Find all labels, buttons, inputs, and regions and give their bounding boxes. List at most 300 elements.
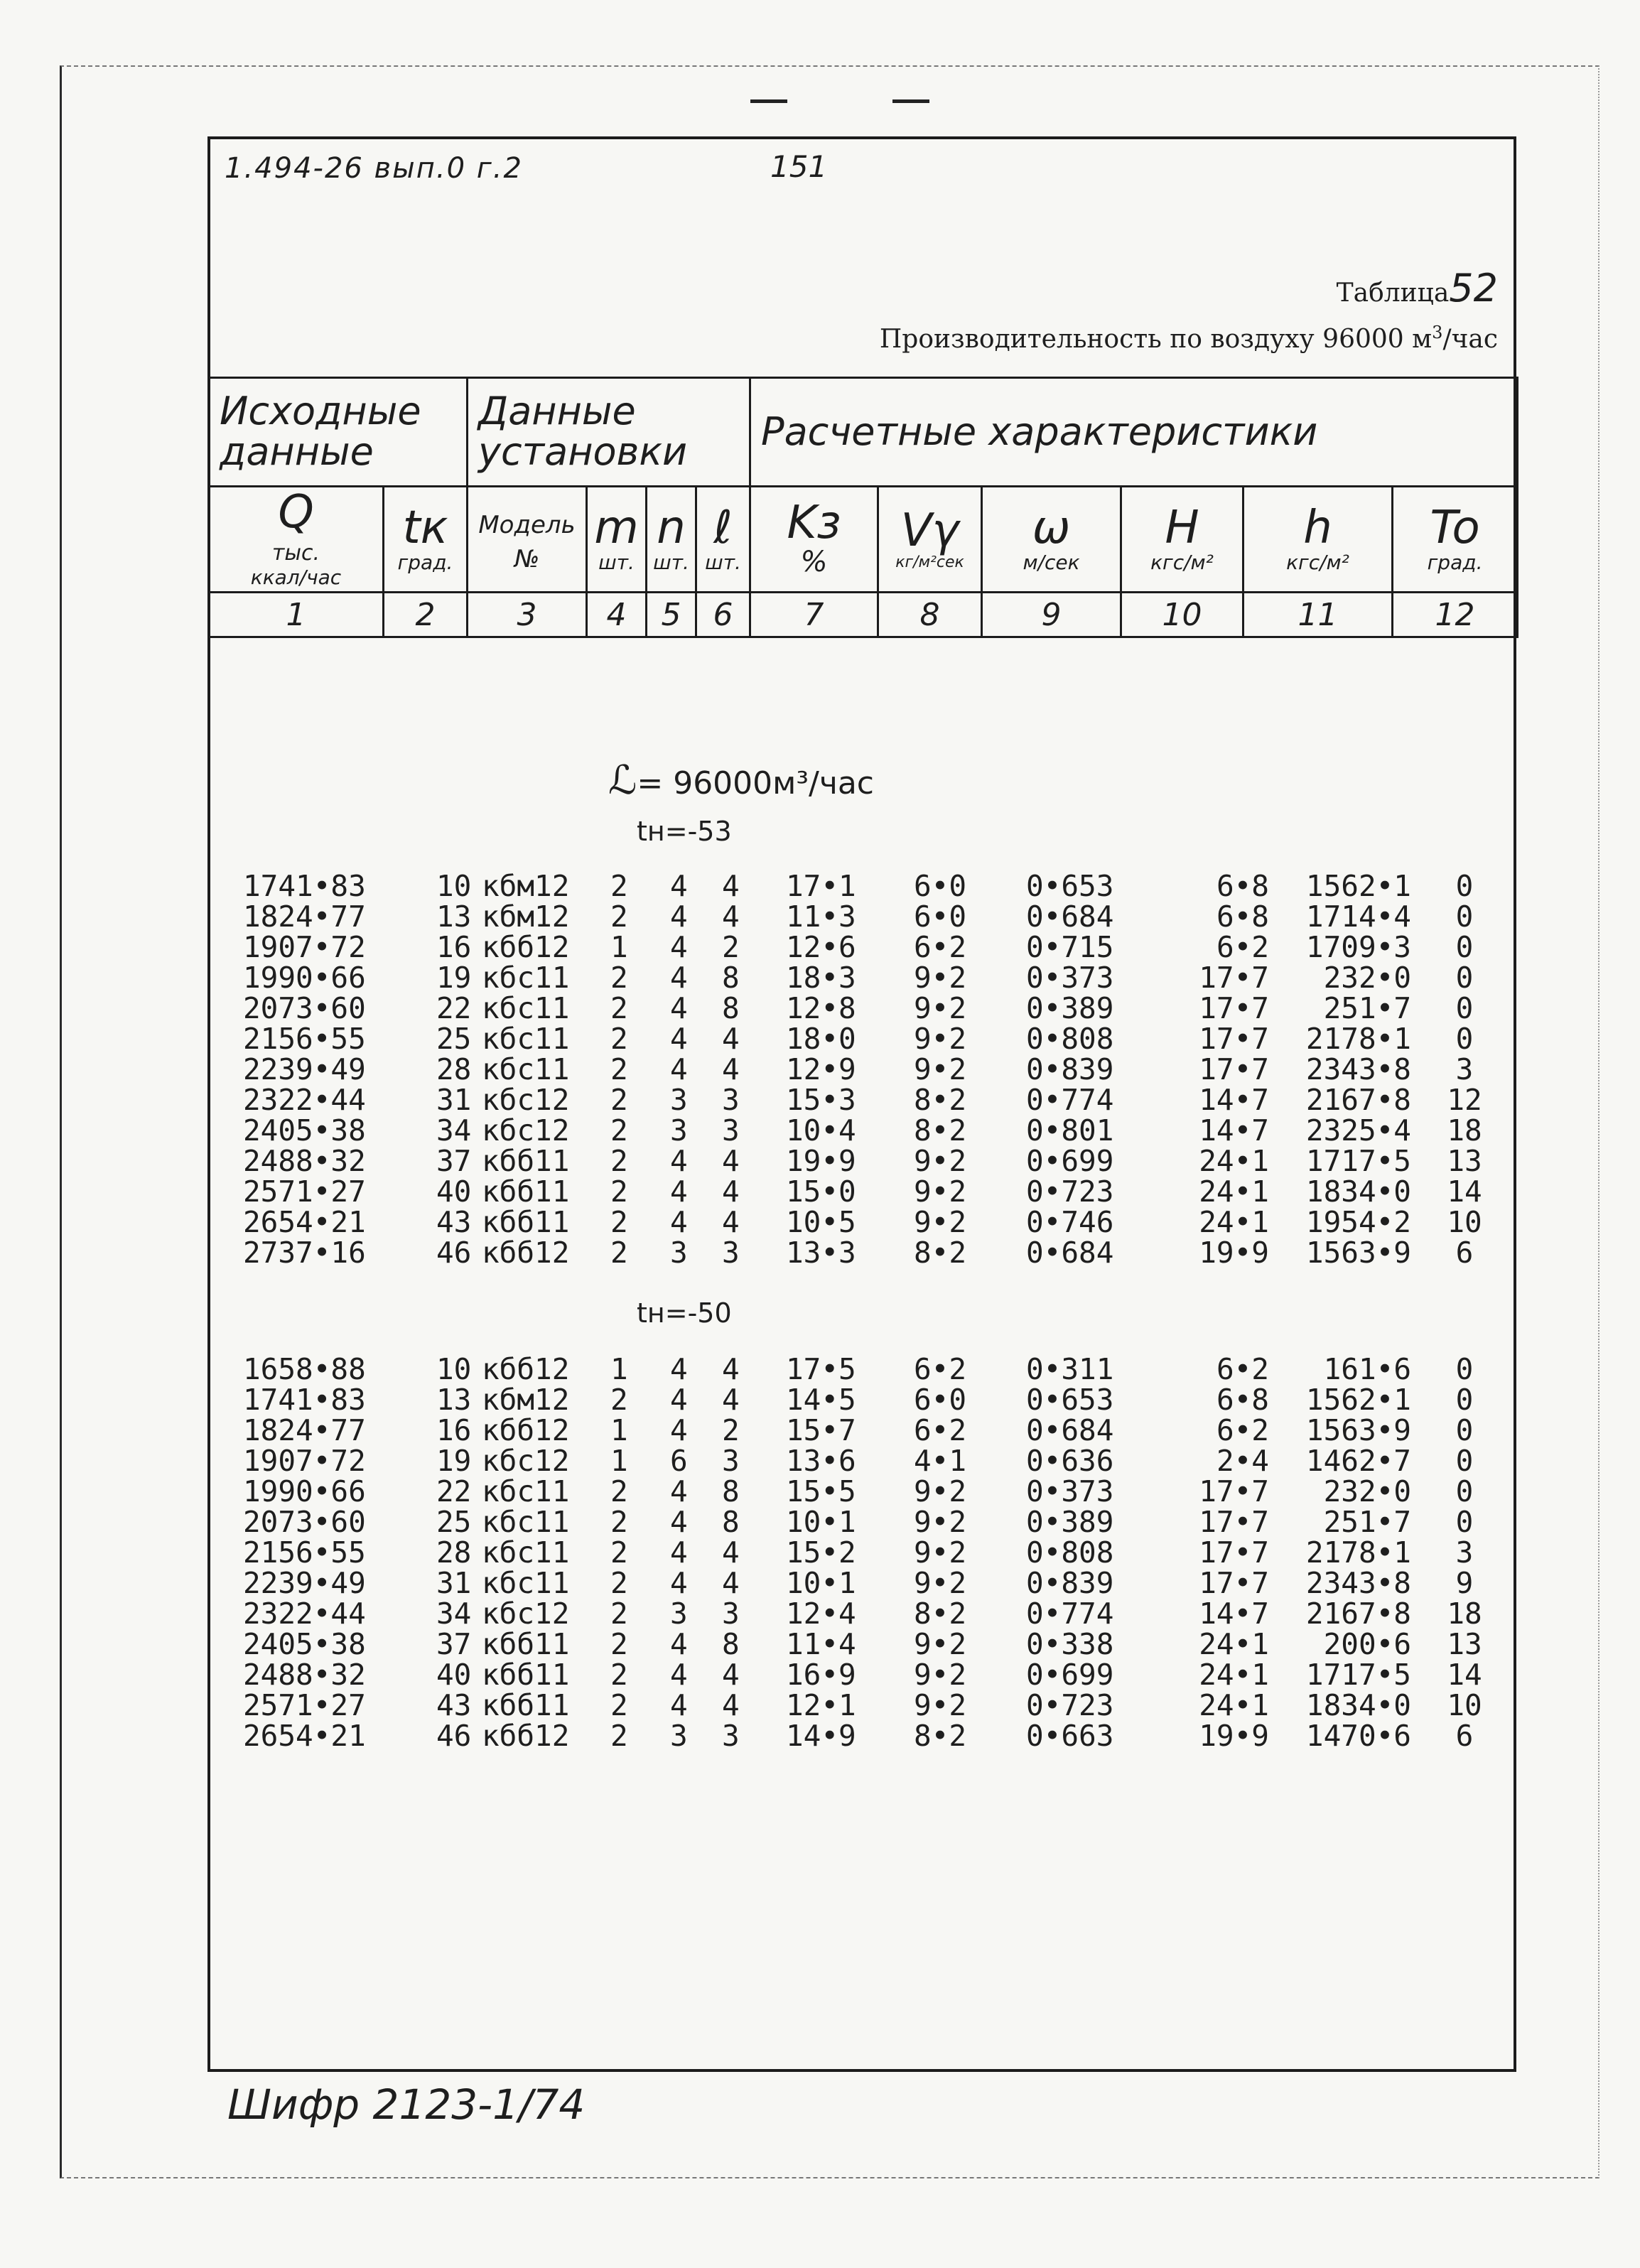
table-cell: 0•808 — [1026, 1022, 1114, 1056]
table-cell: 1907•72 — [243, 930, 366, 964]
table-cell: 2156•55 — [243, 1535, 366, 1570]
table-cell: 200•6 — [1323, 1627, 1411, 1661]
col-number: 4 — [587, 593, 647, 637]
col-header: Vγ кг/м²сек — [878, 487, 982, 593]
table-cell: 1562•1 — [1305, 869, 1411, 903]
table-cell: 11•4 — [786, 1627, 856, 1661]
table-cell: 1741•83 — [243, 869, 366, 903]
table-cell: 19•9 — [1199, 1236, 1269, 1270]
table-cell: 1834•0 — [1305, 1174, 1411, 1209]
table-cell: 2•4 — [1216, 1444, 1269, 1478]
table-cell: 12•6 — [786, 930, 856, 964]
table-frame — [207, 136, 1516, 2072]
table-cell: 22 — [436, 991, 472, 1025]
table-cell: 4 — [670, 1535, 688, 1570]
table-cell: 24•1 — [1199, 1627, 1269, 1661]
table-cell: 13 — [1447, 1627, 1482, 1661]
table-cell: 0•723 — [1026, 1174, 1114, 1209]
table-cell: 6•2 — [1216, 1413, 1269, 1447]
table-cell: 6•2 — [1216, 1352, 1269, 1386]
table-cell: 0•723 — [1026, 1688, 1114, 1722]
table-cell: 14•7 — [1199, 1113, 1269, 1148]
col-header: Модель № — [468, 487, 587, 593]
table-cell: 43 — [436, 1205, 472, 1239]
table-cell: 0 — [1455, 869, 1474, 903]
table-cell: 3 — [1455, 1052, 1474, 1086]
table-cell: 19 — [436, 961, 472, 995]
table-cell: 31 — [436, 1083, 472, 1117]
table-cell: 2239•49 — [243, 1566, 366, 1600]
table-cell: 2488•32 — [243, 1144, 366, 1178]
table-cell: 25 — [436, 1022, 472, 1056]
table-cell: 4 — [670, 1688, 688, 1722]
table-cell: кбб11 — [482, 1627, 570, 1661]
table-row — [210, 902, 1519, 932]
table-cell: 2405•38 — [243, 1113, 366, 1148]
table-cell: 4 — [722, 869, 740, 903]
table-row — [210, 1660, 1519, 1690]
table-cell: 6•8 — [1216, 1383, 1269, 1417]
table-cell: 3 — [722, 1236, 740, 1270]
table-cell: кбс11 — [482, 1474, 570, 1508]
table-cell: 2 — [610, 1658, 628, 1692]
table-cell: кбс11 — [482, 1052, 570, 1086]
table-cell: 9•2 — [914, 1627, 967, 1661]
table-cell: 2073•60 — [243, 991, 366, 1025]
col-number: 1 — [209, 593, 384, 637]
table-cell: 4 — [670, 991, 688, 1025]
table-cell: 0•684 — [1026, 1413, 1114, 1447]
table-cell: 0 — [1455, 1444, 1474, 1478]
table-cell: 8•2 — [914, 1083, 967, 1117]
table-cell: 18•3 — [786, 961, 856, 995]
table-cell: 8•2 — [914, 1719, 967, 1753]
table-cell: 0•774 — [1026, 1597, 1114, 1631]
table-cell: 22 — [436, 1474, 472, 1508]
table-cell: 10 — [436, 1352, 472, 1386]
table-cell: 1709•3 — [1305, 930, 1411, 964]
table-cell: 2 — [610, 1144, 628, 1178]
table-cell: 1 — [610, 930, 628, 964]
col-header: ω м/сек — [982, 487, 1121, 593]
table-row — [210, 1446, 1519, 1476]
table-cell: 6•0 — [914, 900, 967, 934]
table-cell: 8•2 — [914, 1236, 967, 1270]
table-cell: 1 — [610, 1413, 628, 1447]
table-cell: 1717•5 — [1305, 1658, 1411, 1692]
table-cell: 17•7 — [1199, 1474, 1269, 1508]
table-cell: кбб12 — [482, 1236, 570, 1270]
table-row — [210, 1085, 1519, 1116]
table-cell: 2178•1 — [1305, 1022, 1411, 1056]
table-cell: 0•636 — [1026, 1444, 1114, 1478]
table-cell: 9•2 — [914, 1566, 967, 1600]
table-cell: 4 — [722, 1205, 740, 1239]
table-cell: 2 — [722, 1413, 740, 1447]
table-cell: кбб11 — [482, 1658, 570, 1692]
table-row — [210, 1354, 1519, 1385]
table-row — [210, 1476, 1519, 1507]
table-cell: 0•774 — [1026, 1083, 1114, 1117]
table-cell: 0•389 — [1026, 1505, 1114, 1539]
table-label: Таблица — [1336, 279, 1450, 308]
table-cell: 9•2 — [914, 1535, 967, 1570]
table-cell: 8•2 — [914, 1113, 967, 1148]
col-header: h кгс/м² — [1244, 487, 1393, 593]
table-cell: 2073•60 — [243, 1505, 366, 1539]
sheet-code: 1.494-26 вып.0 г.2 — [225, 152, 523, 185]
table-cell: 9•2 — [914, 1174, 967, 1209]
sheet-number: 151 — [770, 149, 828, 184]
table-cell: 15•7 — [786, 1413, 856, 1447]
table-cell: 2 — [610, 1174, 628, 1209]
table-cell: 1907•72 — [243, 1444, 366, 1478]
table-cell: 4 — [670, 1144, 688, 1178]
table-cell: 2167•8 — [1305, 1597, 1411, 1631]
table-cell: 0•653 — [1026, 1383, 1114, 1417]
table-cell: 4 — [670, 1505, 688, 1539]
col-number: 9 — [982, 593, 1121, 637]
table-cell: 9•2 — [914, 1658, 967, 1692]
table-cell: 3 — [722, 1444, 740, 1478]
table-cell: 2488•32 — [243, 1658, 366, 1692]
col-number: 7 — [750, 593, 878, 637]
table-cell: кбб11 — [482, 1205, 570, 1239]
table-cell: 0 — [1455, 1413, 1474, 1447]
group-calc: Расчетные характеристики — [750, 378, 1518, 487]
table-cell: 11•3 — [786, 900, 856, 934]
table-row — [210, 1535, 1519, 1570]
table-cell: 6•0 — [914, 1383, 967, 1417]
col-header: ℓ шт. — [696, 487, 750, 593]
table-cell: кбб12 — [482, 1719, 570, 1753]
col-number: 12 — [1393, 593, 1518, 637]
table-cell: 3 — [722, 1719, 740, 1753]
table-row — [210, 1174, 1519, 1209]
table-cell: кбм12 — [482, 869, 570, 903]
col-header: n шт. — [647, 487, 696, 593]
table-cell: 28 — [436, 1535, 472, 1570]
table-cell: 4•1 — [914, 1444, 967, 1478]
table-cell: 2654•21 — [243, 1719, 366, 1753]
table-cell: 14•7 — [1199, 1083, 1269, 1117]
table-cell: 161•6 — [1323, 1352, 1411, 1386]
table-cell: 4 — [670, 1474, 688, 1508]
table-cell: 4 — [722, 900, 740, 934]
table-cell: 28 — [436, 1052, 472, 1086]
table-cell: 2571•27 — [243, 1688, 366, 1722]
table-row — [210, 1385, 1519, 1415]
table-cell: 1462•7 — [1305, 1444, 1411, 1478]
table-cell: 19 — [436, 1444, 472, 1478]
table-cell: 4 — [670, 869, 688, 903]
table-cell: кбм12 — [482, 900, 570, 934]
table-cell: 2178•1 — [1305, 1535, 1411, 1570]
subtitle-text: Производительность по воздуху 96000 м — [879, 325, 1433, 354]
table-row — [210, 932, 1519, 963]
table-cell: 0•653 — [1026, 869, 1114, 903]
table-cell: 2167•8 — [1305, 1083, 1411, 1117]
table-cell: 16 — [436, 930, 472, 964]
table-cell: 4 — [722, 1022, 740, 1056]
table-cell: 6•2 — [914, 930, 967, 964]
group-source: Исходные данные — [209, 378, 468, 487]
table-cell: 1 — [610, 1352, 628, 1386]
table-cell: 0 — [1455, 1352, 1474, 1386]
table-cell: кбб12 — [482, 1413, 570, 1447]
table-cell: 1990•66 — [243, 1474, 366, 1508]
table-cell: 2156•55 — [243, 1022, 366, 1056]
table-cell: 8 — [722, 1474, 740, 1508]
table-cell: 6•0 — [914, 869, 967, 903]
table-cell: 4 — [722, 1052, 740, 1086]
table-cell: 1 — [610, 1444, 628, 1478]
table-cell: 4 — [722, 1566, 740, 1600]
table-caption — [1337, 266, 1498, 310]
table-row — [210, 1690, 1519, 1721]
table-cell: 1954•2 — [1305, 1205, 1411, 1239]
table-cell: 10•1 — [786, 1505, 856, 1539]
table-cell: 18 — [1447, 1113, 1482, 1148]
table-cell: кбс11 — [482, 1566, 570, 1600]
table-cell: 3 — [670, 1113, 688, 1148]
table-cell: кбс11 — [482, 991, 570, 1025]
col-header: Q тыс. ккал/час — [209, 487, 384, 593]
table-cell: 0 — [1455, 1505, 1474, 1539]
col-number: 11 — [1244, 593, 1393, 637]
table-cell: 43 — [436, 1688, 472, 1722]
col-number: 10 — [1121, 593, 1244, 637]
table-cell: 6 — [1455, 1236, 1474, 1270]
table-cell: кбс11 — [482, 961, 570, 995]
table-cell: 10•1 — [786, 1566, 856, 1600]
table-cell: 24•1 — [1199, 1205, 1269, 1239]
table-cell: 2322•44 — [243, 1083, 366, 1117]
table-cell: 14•9 — [786, 1719, 856, 1753]
table-cell: 0•839 — [1026, 1566, 1114, 1600]
table-cell: 37 — [436, 1144, 472, 1178]
table-cell: 4 — [670, 961, 688, 995]
table-cell: 0 — [1455, 1474, 1474, 1508]
table-cell: 1658•88 — [243, 1352, 366, 1386]
table-cell: 0•715 — [1026, 930, 1114, 964]
table-cell: 1714•4 — [1305, 900, 1411, 934]
table-cell: 1824•77 — [243, 900, 366, 934]
table-cell: 8 — [722, 1505, 740, 1539]
table-header — [207, 377, 1518, 638]
table-cell: 2 — [610, 1627, 628, 1661]
table-cell: 19•9 — [786, 1144, 856, 1178]
table-cell: 18•0 — [786, 1022, 856, 1056]
table-cell: 0 — [1455, 930, 1474, 964]
table-cell: 4 — [670, 1205, 688, 1239]
table-cell: 0•684 — [1026, 1236, 1114, 1270]
table-cell: 2 — [610, 1597, 628, 1631]
col-header: m шт. — [587, 487, 647, 593]
table-cell: 4 — [722, 1352, 740, 1386]
table-cell: 2 — [610, 1205, 628, 1239]
table-cell: 18 — [1447, 1597, 1482, 1631]
table-cell: 2 — [610, 1113, 628, 1148]
table-row — [210, 1507, 1519, 1538]
col-header: To град. — [1393, 487, 1518, 593]
table-cell: 232•0 — [1323, 961, 1411, 995]
table-cell: 2405•38 — [243, 1627, 366, 1661]
table-cell: 13 — [436, 900, 472, 934]
col-number: 3 — [468, 593, 587, 637]
table-cell: 9•2 — [914, 1688, 967, 1722]
table-cell: 12•8 — [786, 991, 856, 1025]
table-cell: 15•3 — [786, 1083, 856, 1117]
table-cell: 1563•9 — [1305, 1236, 1411, 1270]
table-cell: 9•2 — [914, 1505, 967, 1539]
table-cell: 3 — [1455, 1535, 1474, 1570]
section-label: tн=-50 — [637, 1297, 732, 1329]
table-cell: 17•7 — [1199, 1052, 1269, 1086]
table-cell: 9•2 — [914, 1052, 967, 1086]
table-row — [210, 1024, 1519, 1054]
table-cell: 6•2 — [914, 1352, 967, 1386]
table-cell: кбс12 — [482, 1444, 570, 1478]
table-cell: 2239•49 — [243, 1052, 366, 1086]
table-cell: 1470•6 — [1305, 1719, 1411, 1753]
table-subtitle — [880, 323, 1498, 354]
table-cell: 4 — [670, 1352, 688, 1386]
table-row — [210, 993, 1519, 1024]
table-cell: 17•1 — [786, 869, 856, 903]
table-cell: 13•6 — [786, 1444, 856, 1478]
table-cell: 12 — [1447, 1083, 1482, 1117]
table-cell: кбс12 — [482, 1597, 570, 1631]
table-cell: кбс11 — [482, 1022, 570, 1056]
table-cell: 10 — [1447, 1688, 1482, 1722]
table-cell: 4 — [722, 1144, 740, 1178]
subtitle-sup: 3 — [1432, 323, 1443, 342]
table-cell: 3 — [670, 1236, 688, 1270]
table-cell: 12•9 — [786, 1052, 856, 1086]
col-header: tк град. — [384, 487, 468, 593]
table-cell: кбс11 — [482, 1535, 570, 1570]
table-cell: 3 — [722, 1083, 740, 1117]
table-cell: 8 — [722, 1627, 740, 1661]
table-cell: 15•5 — [786, 1474, 856, 1508]
table-cell: 2 — [610, 1474, 628, 1508]
table-cell: 17•7 — [1199, 1022, 1269, 1056]
table-cell: 2 — [610, 869, 628, 903]
table-cell: 8 — [722, 961, 740, 995]
table-cell: 4 — [670, 1022, 688, 1056]
airflow-symbol-icon: ℒ — [608, 757, 637, 804]
col-number: 2 — [384, 593, 468, 637]
table-cell: 34 — [436, 1597, 472, 1631]
table-cell: 0 — [1455, 1383, 1474, 1417]
table-cell: 10•5 — [786, 1205, 856, 1239]
top-dash — [750, 99, 787, 103]
table-cell: 17•7 — [1199, 991, 1269, 1025]
table-cell: 8 — [722, 991, 740, 1025]
cipher-footer: Шифр 2123-1/74 — [227, 2080, 586, 2129]
table-cell: 9•2 — [914, 1474, 967, 1508]
table-cell: 4 — [722, 1535, 740, 1570]
table-row — [210, 1054, 1519, 1085]
section-rows — [210, 1354, 1519, 1751]
table-cell: 15•0 — [786, 1174, 856, 1209]
table-cell: 9•2 — [914, 1144, 967, 1178]
table-cell: 12•4 — [786, 1597, 856, 1631]
table-cell: 0•373 — [1026, 1474, 1114, 1508]
table-row — [210, 871, 1519, 902]
group-install: Данные установки — [468, 378, 750, 487]
table-cell: 2654•21 — [243, 1205, 366, 1239]
table-cell: кбс12 — [482, 1113, 570, 1148]
table-cell: 8•2 — [914, 1597, 967, 1631]
table-cell: 17•7 — [1199, 1566, 1269, 1600]
table-cell: 3 — [670, 1719, 688, 1753]
airflow-value: = 96000м³/час — [637, 765, 874, 801]
table-cell: 4 — [670, 1383, 688, 1417]
table-cell: кбб12 — [482, 930, 570, 964]
table-cell: 2343•8 — [1305, 1566, 1411, 1600]
table-cell: 2 — [610, 1505, 628, 1539]
table-cell: 37 — [436, 1627, 472, 1661]
table-cell: 10 — [436, 869, 472, 903]
table-cell: 24•1 — [1199, 1174, 1269, 1209]
table-cell: 16 — [436, 1413, 472, 1447]
table-cell: 9•2 — [914, 961, 967, 995]
table-cell: 3 — [670, 1597, 688, 1631]
table-cell: 6 — [670, 1444, 688, 1478]
col-number: 8 — [878, 593, 982, 637]
table-cell: 0 — [1455, 1022, 1474, 1056]
table-cell: 17•7 — [1199, 961, 1269, 995]
table-cell: 4 — [722, 1383, 740, 1417]
table-cell: 24•1 — [1199, 1144, 1269, 1178]
table-cell: 2 — [610, 1688, 628, 1722]
col-header: Kз % — [750, 487, 878, 593]
table-cell: 0•373 — [1026, 961, 1114, 995]
table-cell: 15•2 — [786, 1535, 856, 1570]
table-cell: 14 — [1447, 1658, 1482, 1692]
table-cell: 1717•5 — [1305, 1144, 1411, 1178]
table-cell: 10 — [1447, 1205, 1482, 1239]
table-cell: 0•699 — [1026, 1658, 1114, 1692]
table-cell: 232•0 — [1323, 1474, 1411, 1508]
table-cell: 2 — [610, 961, 628, 995]
table-cell: 46 — [436, 1236, 472, 1270]
table-cell: 17•7 — [1199, 1505, 1269, 1539]
table-cell: 9•2 — [914, 1205, 967, 1239]
table-cell: 0•684 — [1026, 900, 1114, 934]
table-cell: 13 — [1447, 1144, 1482, 1178]
table-cell: 0•338 — [1026, 1627, 1114, 1661]
table-cell: 0•699 — [1026, 1144, 1114, 1178]
table-cell: 9•2 — [914, 1022, 967, 1056]
table-cell: 34 — [436, 1113, 472, 1148]
table-cell: кбб11 — [482, 1174, 570, 1209]
table-cell: 13 — [436, 1383, 472, 1417]
table-cell: 3 — [670, 1083, 688, 1117]
table-cell: 1741•83 — [243, 1383, 366, 1417]
table-cell: 1834•0 — [1305, 1688, 1411, 1722]
table-cell: 6 — [1455, 1719, 1474, 1753]
table-cell: 2 — [610, 1022, 628, 1056]
table-cell: 0 — [1455, 961, 1474, 995]
table-cell: 0 — [1455, 900, 1474, 934]
table-cell: 4 — [722, 1658, 740, 1692]
table-cell: 0•311 — [1026, 1352, 1114, 1386]
section-rows — [210, 871, 1519, 1268]
table-cell: 6•2 — [914, 1413, 967, 1447]
